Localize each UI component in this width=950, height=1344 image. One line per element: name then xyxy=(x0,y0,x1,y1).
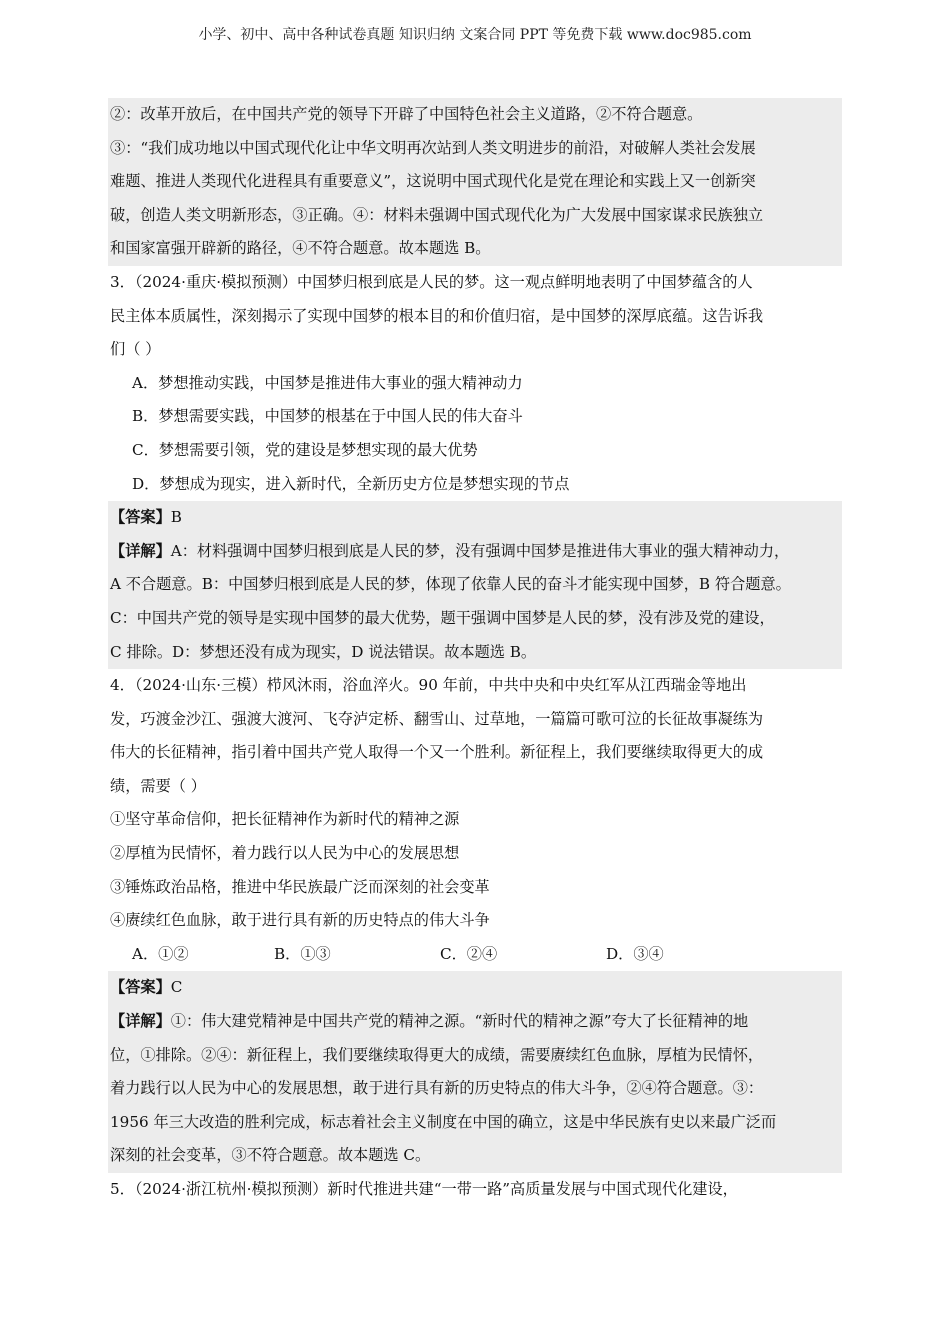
previous-explanation xyxy=(108,98,842,266)
option-d: D．梦想成为现实，进入新时代，全新历史方位是梦想实现的节点 xyxy=(132,474,570,493)
question-stem-line: 们（ ） xyxy=(110,340,161,359)
option-a: A．梦想推动实践，中国梦是推进伟大事业的强大精神动力 xyxy=(132,373,523,392)
answer-label: 【答案】 xyxy=(110,508,171,527)
question-stem-line: 4．（2024·山东·三模）栉风沐雨，浴血淬火。90 年前，中共中央和中央红军从江西瑞金等地出 xyxy=(110,676,747,695)
explanation-line: ②：改革开放后，在中国共产党的领导下开辟了中国特色社会主义道路，②不符合题意。 xyxy=(110,105,703,123)
detail-line: C 排除。D：梦想还没有成为现实，D 说法错误。故本题选 B。 xyxy=(110,642,537,661)
detail-line: 1956 年三大改造的胜利完成，标志着社会主义制度在中国的确立，这是中华民族有史以来最广泛而 xyxy=(110,1112,777,1131)
detail-label: 【详解】 xyxy=(110,1012,171,1031)
option-c: C．梦想需要引领，党的建设是梦想实现的最大优势 xyxy=(132,440,478,459)
option-c: C．②④ xyxy=(440,944,498,963)
option-b: B．梦想需要实践，中国梦的根基在于中国人民的伟大奋斗 xyxy=(132,407,523,426)
statement-item: ③锤炼政治品格，推进中华民族最广泛而深刻的社会变革 xyxy=(110,877,490,896)
option-d: D．③④ xyxy=(606,944,664,963)
detail-line: 着力践行以人民为中心的发展思想，敢于进行具有新的历史特点的伟大斗争，②④符合题意。③： xyxy=(110,1079,764,1098)
answer-label: 【答案】 xyxy=(110,978,171,997)
explanation-line: ③：“我们成功地以中国式现代化让中华文明再次站到人类文明进步的前沿，对破解人类社会发展 xyxy=(110,138,756,157)
detail-text: A：材料强调中国梦归根到底是人民的梦，没有强调中国梦是推进伟大事业的强大精神动力， xyxy=(170,541,790,560)
explanation-line: 和国家富强开辟新的路径，④不符合题意。故本题选 B。 xyxy=(110,239,491,258)
question-3 xyxy=(110,266,842,669)
question-stem-line: 5．（2024·浙江杭州·模拟预测）新时代推进共建“一带一路”高质量发展与中国式现代化建设， xyxy=(110,1180,738,1198)
detail-line: 深刻的社会变革，③不符合题意。故本题选 C。 xyxy=(110,1146,431,1165)
answer-block xyxy=(108,971,842,1173)
answer-line xyxy=(110,501,842,535)
detail-line xyxy=(110,535,842,569)
question-4 xyxy=(110,669,842,1173)
question-stem-line: 发，巧渡金沙江、强渡大渡河、飞夺泸定桥、翻雪山、过草地，一篇篇可歌可泣的长征故事凝练为 xyxy=(110,709,764,728)
document-body xyxy=(110,98,842,1207)
question-stem-line: 伟大的长征精神，指引着中国共产党人取得一个又一个胜利。新征程上，我们要继续取得更大的成 xyxy=(110,743,764,762)
answer-value: C xyxy=(170,978,183,997)
detail-label: 【详解】 xyxy=(110,541,171,560)
detail-line xyxy=(110,1005,842,1039)
question-stem-line: 绩，需要（ ） xyxy=(110,776,206,795)
answer-line xyxy=(110,971,842,1005)
page-header: 小学、初中、高中各种试卷真题 知识归纳 文案合同 PPT 等免费下载 www.doc985.com xyxy=(198,27,752,43)
explanation-line: 破，创造人类文明新形态，③正确。④：材料未强调中国式现代化为广大发展中国家谋求民族独立 xyxy=(110,205,764,224)
question-5 xyxy=(110,1173,842,1207)
option-a: A．①② xyxy=(132,944,189,963)
question-stem-line: 民主体本质属性，深刻揭示了实现中国梦的根本目的和价值归宿，是中国梦的深厚底蕴。这告诉我 xyxy=(110,306,764,325)
detail-text: ①：伟大建党精神是中国共产党的精神之源。“新时代的精神之源”夸大了长征精神的地 xyxy=(170,1012,749,1031)
answer-value: B xyxy=(170,508,182,527)
explanation-line: 难题、推进人类现代化进程具有重要意义”，这说明中国式现代化是党在理论和实践上又一创新突 xyxy=(110,172,756,191)
answer-block xyxy=(108,501,842,669)
question-stem-line: 3．（2024·重庆·模拟预测）中国梦归根到底是人民的梦。这一观点鲜明地表明了中国梦蕴含的人 xyxy=(110,272,753,291)
statement-item: ①坚守革命信仰，把长征精神作为新时代的精神之源 xyxy=(110,810,460,829)
detail-line: A 不合题意。B：中国梦归根到底是人民的梦，体现了依靠人民的奋斗才能实现中国梦，B 符合题意。 xyxy=(110,575,791,594)
detail-line: 位，①排除。②④：新征程上，我们要继续取得更大的成绩，需要赓续红色血脉，厚植为民情怀， xyxy=(110,1045,764,1064)
statement-item: ②厚植为民情怀，着力践行以人民为中心的发展思想 xyxy=(110,844,460,863)
statement-item: ④赓续红色血脉，敢于进行具有新的历史特点的伟大斗争 xyxy=(110,911,490,930)
option-b: B．①③ xyxy=(274,944,331,963)
detail-line: C：中国共产党的领导是实现中国梦的最大优势，题干强调中国梦是人民的梦，没有涉及党的建设， xyxy=(110,608,775,627)
option-row xyxy=(110,938,842,972)
